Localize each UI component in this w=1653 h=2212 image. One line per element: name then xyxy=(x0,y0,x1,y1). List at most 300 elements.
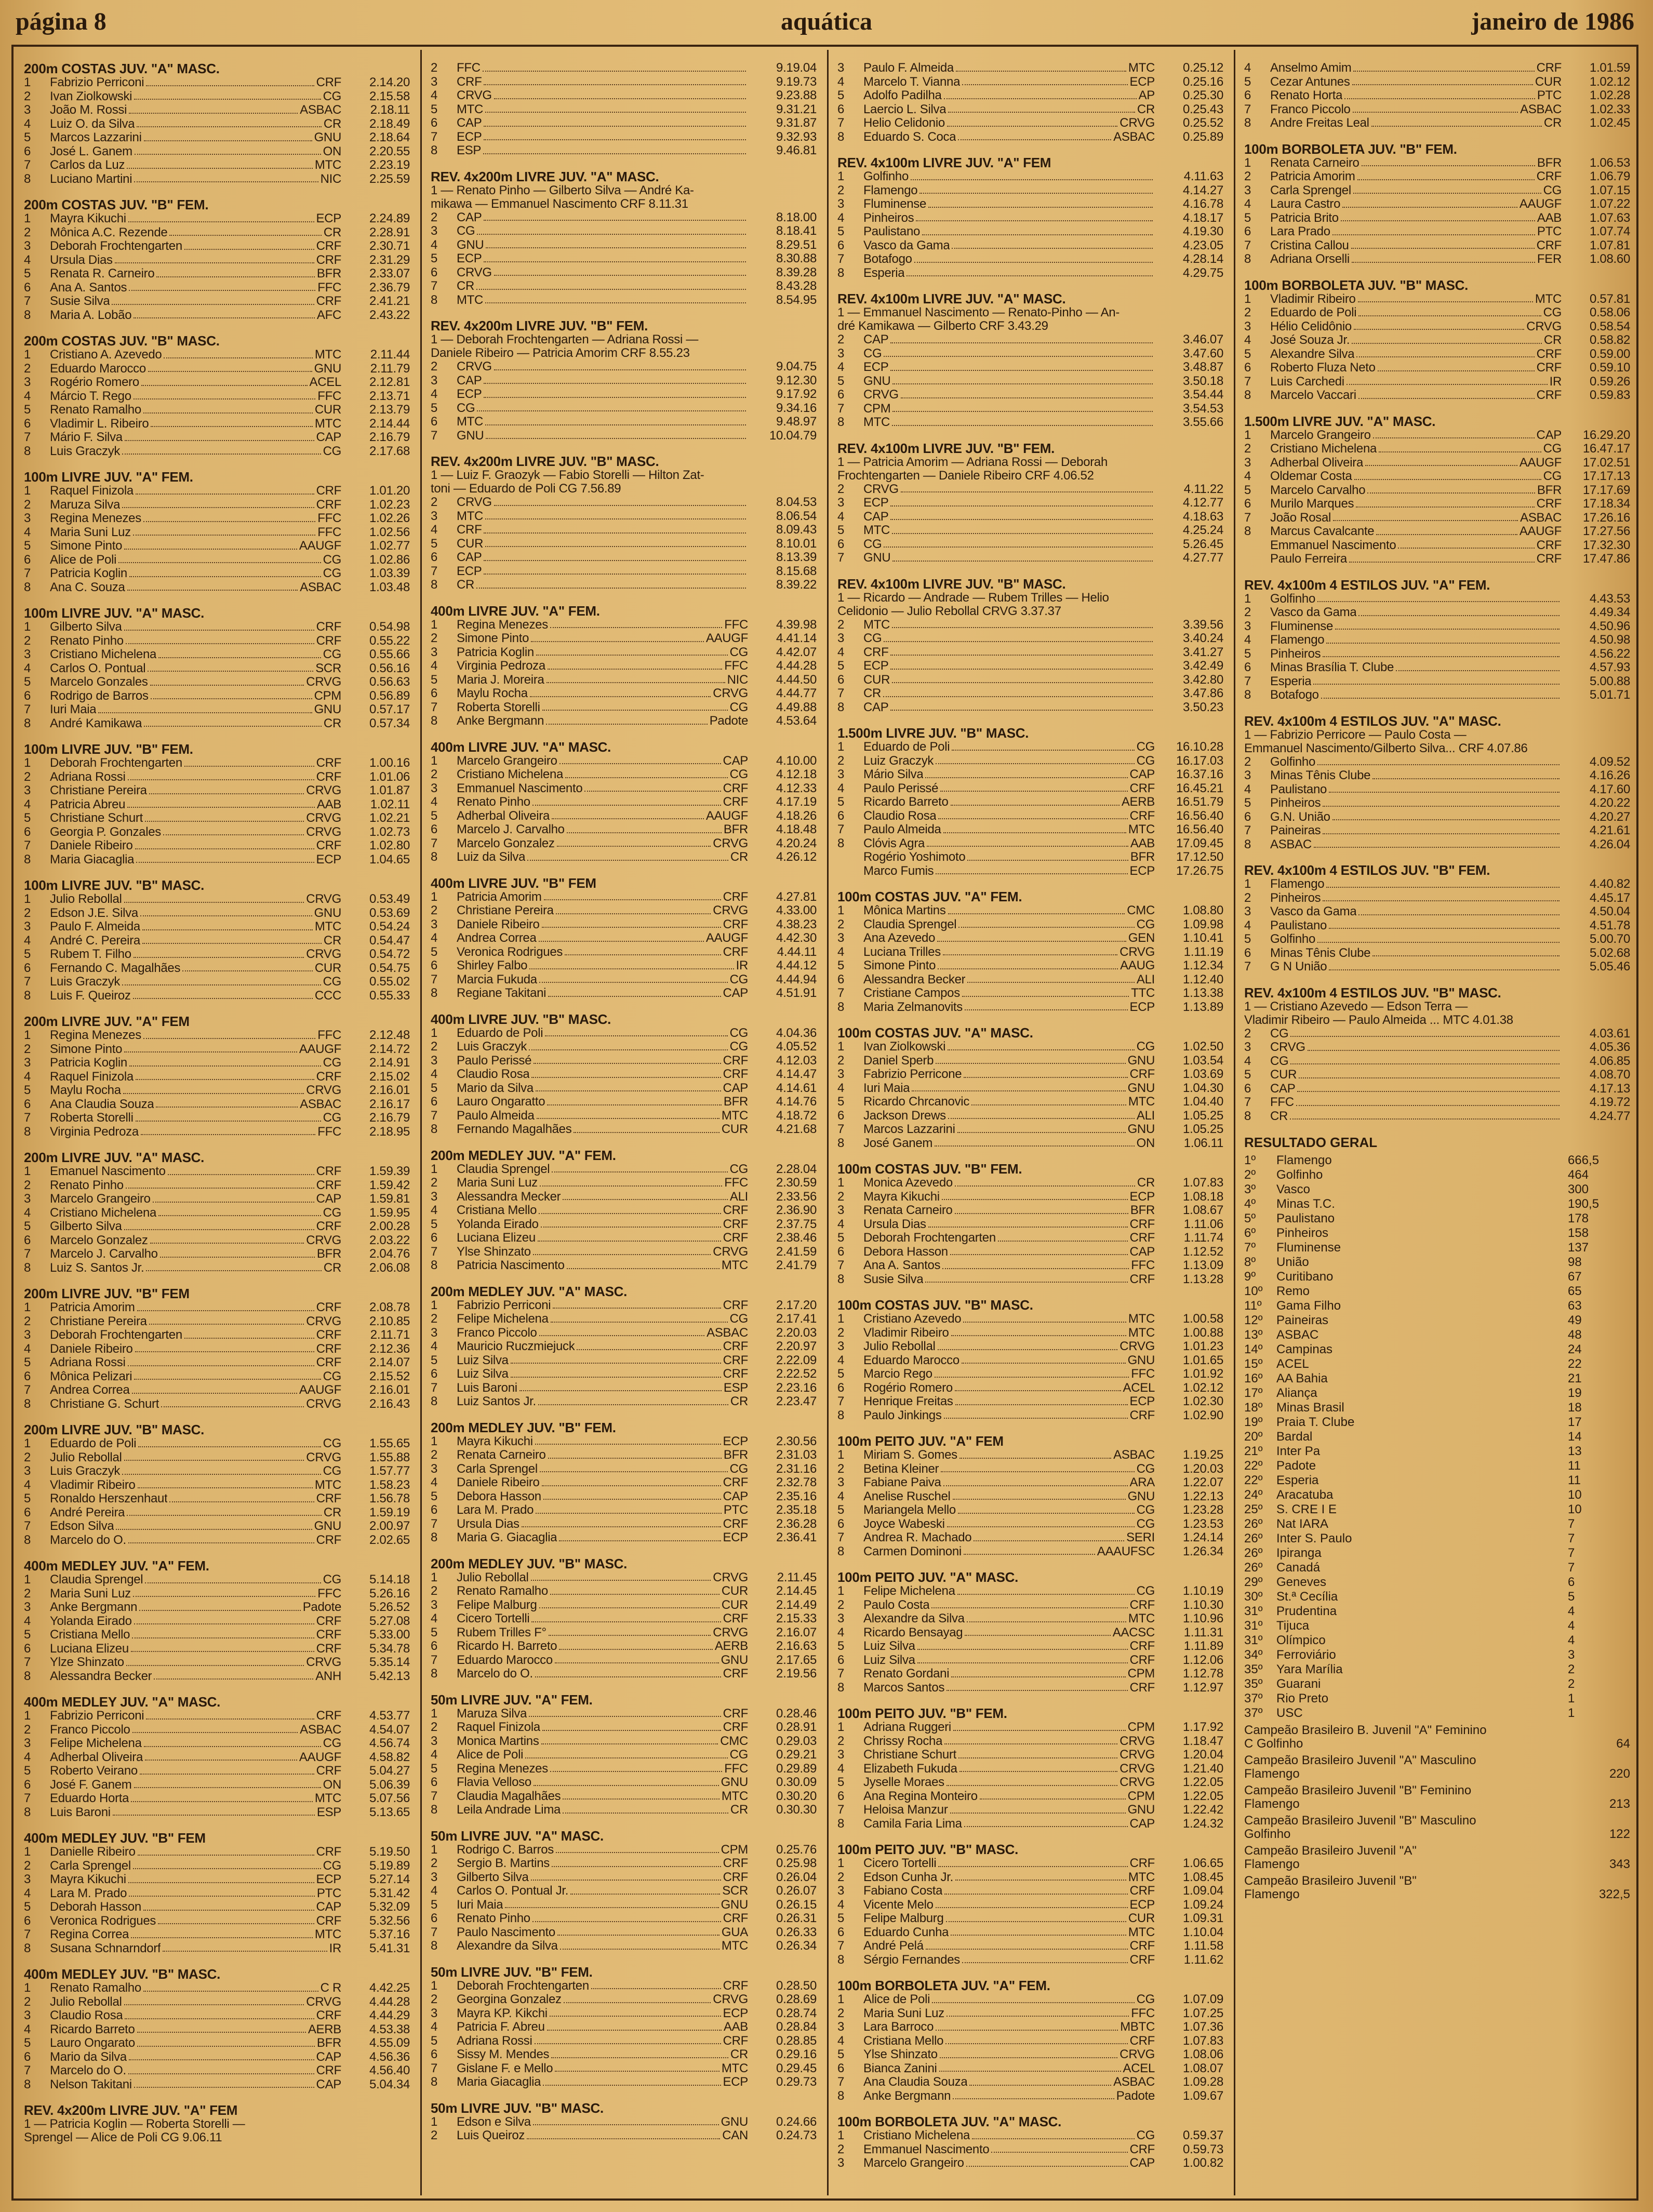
result-time: 2.16.43 xyxy=(369,1396,410,1411)
place: 1 xyxy=(837,903,845,917)
result-time: 4.19.72 xyxy=(1590,1095,1630,1109)
event-block xyxy=(24,334,410,458)
standing-rank: 21º xyxy=(1244,1444,1263,1458)
standing-rank: 22º xyxy=(1244,1473,1263,1487)
place-dash xyxy=(852,2062,863,2076)
result-row xyxy=(431,1367,817,1381)
place-dash xyxy=(852,646,863,660)
result-time: 4.21.61 xyxy=(1590,823,1630,837)
event-title: 200m COSTAS JUV. "B" MASC. xyxy=(24,333,220,349)
result-time: 9.19.04 xyxy=(776,61,817,75)
competitor-name: Alessandra Becker xyxy=(50,1669,152,1683)
place-dash xyxy=(1259,633,1270,647)
result-row xyxy=(837,987,1223,1001)
leader-dots xyxy=(115,254,314,264)
place-dash xyxy=(445,1082,457,1096)
competitor-name: Roberta Storelli xyxy=(50,1111,134,1125)
result-time: 1.07.74 xyxy=(1590,224,1630,238)
result-time: 0.54.24 xyxy=(369,920,410,934)
place: 3 xyxy=(837,1884,845,1898)
place-dash xyxy=(445,1040,457,1054)
place xyxy=(1244,552,1259,566)
result-row xyxy=(24,1751,410,1765)
result-row xyxy=(24,1492,410,1506)
place: 7 xyxy=(24,430,31,444)
result-time: 1.20.03 xyxy=(1183,1461,1223,1476)
club-code: AAB xyxy=(1537,210,1562,225)
competitor-name: Heloisa Manzur xyxy=(863,1803,948,1817)
place: 7 xyxy=(24,294,31,308)
result-row xyxy=(24,226,410,240)
standing-points: 6 xyxy=(1568,1575,1575,1589)
place-dash xyxy=(852,1082,863,1096)
competitor-name: Adriana Ruggeri xyxy=(863,1721,951,1734)
place-dash xyxy=(852,1640,863,1654)
place-dash xyxy=(445,388,457,402)
competitor-name: Rogério Romero xyxy=(50,376,139,389)
result-time: 1.03.54 xyxy=(1183,1053,1223,1068)
place: 2 xyxy=(24,905,31,920)
club-code: CG xyxy=(729,1162,748,1176)
place-dash xyxy=(445,252,457,266)
event-title: 50m LIVRE JUV. "B" FEM. xyxy=(431,1964,593,1980)
competitor-name: Carla Sprengel xyxy=(1270,183,1351,197)
event-block xyxy=(837,155,1223,280)
place: 5 xyxy=(24,403,31,417)
champion-club: C Golfinho xyxy=(1244,1737,1303,1751)
place-dash xyxy=(852,1326,863,1340)
competitor-name: CRF xyxy=(457,523,482,537)
result-time: 1.02.45 xyxy=(1590,116,1630,130)
place: 2 xyxy=(837,1597,845,1612)
result-time: 8.39.22 xyxy=(776,578,817,592)
place: 8 xyxy=(431,143,438,157)
place: 6 xyxy=(24,1097,31,1111)
leader-dots xyxy=(494,266,746,276)
leader-dots xyxy=(126,1656,304,1666)
place: 7 xyxy=(1244,1095,1251,1109)
place-dash xyxy=(1259,484,1270,498)
result-time: 4.12.03 xyxy=(776,1053,817,1068)
leader-dots xyxy=(956,61,1126,72)
competitor-name: Carla Sprengel xyxy=(50,1859,131,1873)
place-dash xyxy=(852,496,863,510)
competitor-name: Vasco da Gama xyxy=(1270,905,1357,918)
result-time: 1.02.50 xyxy=(1183,1040,1223,1054)
place-dash xyxy=(852,75,863,89)
club-code: CR xyxy=(730,850,748,864)
result-time: 9.32.93 xyxy=(776,129,817,144)
standing-club: Minas T.C. xyxy=(1276,1197,1335,1211)
result-row xyxy=(431,537,817,551)
leader-dots xyxy=(540,1176,722,1187)
competitor-name: Vasco da Gama xyxy=(863,238,950,252)
place-dash xyxy=(38,1778,50,1792)
place-dash xyxy=(38,1656,50,1670)
result-row xyxy=(837,768,1223,782)
result-time: 4.49.88 xyxy=(776,700,817,714)
competitor-name: Anselmo Amim xyxy=(1270,61,1352,75)
result-row xyxy=(837,1817,1223,1831)
competitor-name: Vladimir Ribeiro xyxy=(863,1326,949,1340)
competitor-name: Felipe Malburg xyxy=(457,1598,537,1612)
place: 7 xyxy=(431,279,438,293)
result-row xyxy=(24,484,410,498)
club-code: CRF xyxy=(316,1709,341,1723)
standing-points: 17 xyxy=(1568,1415,1582,1429)
result-row xyxy=(24,1098,410,1112)
champion-line xyxy=(1244,1858,1630,1871)
leader-dots xyxy=(122,1464,321,1475)
club-code: CAP xyxy=(723,986,748,1000)
club-code: CRVG xyxy=(306,1450,341,1464)
leader-dots xyxy=(146,1261,322,1272)
leader-dots xyxy=(144,1737,321,1747)
leader-dots xyxy=(560,1939,719,1950)
competitor-name: Ronaldo Herszenhaut xyxy=(50,1492,168,1505)
competitor-name: Regina Correa xyxy=(50,1928,129,1941)
club-code: CUR xyxy=(721,1122,748,1136)
place: 2 xyxy=(1244,1026,1251,1041)
result-row xyxy=(837,632,1223,646)
result-time: 4.24.77 xyxy=(1590,1109,1630,1123)
place-dash xyxy=(445,1395,457,1409)
leader-dots xyxy=(530,687,711,697)
leader-dots xyxy=(955,1204,1128,1214)
result-row xyxy=(431,130,817,144)
leader-dots xyxy=(543,2075,721,2086)
competitor-name: Edson Silva xyxy=(50,1520,114,1533)
result-row xyxy=(431,2034,817,2048)
place: 5 xyxy=(1244,483,1251,497)
place: 2 xyxy=(431,61,438,75)
club-code: ALI xyxy=(1136,1108,1155,1123)
place: 7 xyxy=(431,1244,438,1259)
place: 8 xyxy=(431,578,438,592)
place: 5 xyxy=(431,102,438,116)
result-time: 5.31.42 xyxy=(369,1886,410,1900)
leader-dots xyxy=(124,1043,297,1053)
result-time: 1.12.34 xyxy=(1183,958,1223,972)
result-time: 1.11.62 xyxy=(1183,1952,1223,1967)
result-row xyxy=(24,2078,410,2092)
club-code: CRF xyxy=(723,1298,748,1312)
result-time: 1.07.22 xyxy=(1590,197,1630,211)
result-row xyxy=(431,687,817,701)
leader-dots xyxy=(548,1448,722,1459)
leader-dots xyxy=(1376,525,1517,535)
result-row xyxy=(837,89,1223,103)
result-row xyxy=(837,959,1223,973)
result-time: 1.22.42 xyxy=(1183,1803,1223,1817)
club-code: CG xyxy=(323,444,341,458)
place: 7 xyxy=(431,428,438,443)
result-row xyxy=(431,402,817,416)
result-row xyxy=(1244,497,1630,511)
result-time: 0.29.16 xyxy=(776,2047,817,2061)
result-row xyxy=(837,1640,1223,1654)
leader-dots xyxy=(141,1125,315,1136)
place-dash xyxy=(852,2007,863,2021)
place-dash xyxy=(852,2048,863,2062)
club-code: GNU xyxy=(314,361,341,376)
place-dash xyxy=(852,89,863,103)
place: 5 xyxy=(24,1491,31,1505)
competitor-name: Pinheiros xyxy=(1270,647,1321,661)
result-time: 1.12.06 xyxy=(1183,1653,1223,1667)
club-code: ON xyxy=(323,1777,341,1792)
result-row xyxy=(1244,61,1630,75)
result-time: 1.07.36 xyxy=(1183,2020,1223,2034)
competitor-name: Adriana Orselli xyxy=(1270,252,1350,266)
place: 5 xyxy=(24,1764,31,1778)
standing-club: AA Bahia xyxy=(1276,1371,1328,1385)
leader-dots xyxy=(126,634,314,645)
club-code: CRF xyxy=(1536,552,1562,566)
leader-dots xyxy=(1335,620,1559,630)
place: 4 xyxy=(1244,633,1251,647)
place-dash xyxy=(38,1534,50,1548)
competitor-name: Rodrigo de Barros xyxy=(50,689,149,703)
result-time: 17.26.16 xyxy=(1582,510,1630,525)
event-block xyxy=(1244,414,1630,566)
place-dash xyxy=(38,975,50,989)
leader-dots xyxy=(1354,470,1541,480)
place: 7 xyxy=(837,551,845,565)
competitor-name: Ylse Shinzato xyxy=(457,1245,531,1259)
leader-dots xyxy=(883,687,1153,697)
place: 2 xyxy=(837,183,845,197)
result-time: 4.14.76 xyxy=(776,1095,817,1109)
club-code: AAUGF xyxy=(299,1042,341,1056)
competitor-name: CR xyxy=(457,279,475,293)
result-row xyxy=(431,1803,817,1817)
leader-dots xyxy=(567,1259,719,1269)
place-dash xyxy=(852,701,863,715)
leader-dots xyxy=(1297,1082,1559,1092)
competitor-name: Paulo Nascimento xyxy=(457,1925,555,1939)
standing-row xyxy=(1244,1168,1630,1182)
place: 2 xyxy=(431,1040,438,1054)
club-code: CRF xyxy=(723,1203,748,1217)
result-row xyxy=(837,1068,1223,1082)
place-dash xyxy=(445,1190,457,1204)
leader-dots xyxy=(892,673,1153,684)
competitor-name: Luciana Elizeu xyxy=(50,1642,129,1656)
standing-club: Aliança xyxy=(1276,1386,1317,1400)
competitor-name: Renato Pinho xyxy=(457,1912,530,1925)
place-dash xyxy=(445,1462,457,1476)
leader-dots xyxy=(542,701,728,711)
standing-rank: 22º xyxy=(1244,1459,1263,1473)
place-dash xyxy=(852,1898,863,1912)
result-time: 4.18.72 xyxy=(776,1108,817,1123)
place-dash xyxy=(38,1587,50,1601)
competitor-name: Mayra Kikuchi xyxy=(863,1190,940,1204)
result-time: 8.06.54 xyxy=(776,509,817,523)
competitor-name: Bianca Zanini xyxy=(863,2061,937,2075)
place-dash xyxy=(38,212,50,226)
standing-club: Inter S. Paulo xyxy=(1276,1531,1352,1545)
club-code: BFR xyxy=(316,266,341,281)
leader-dots xyxy=(158,648,321,658)
result-time: 2.16.79 xyxy=(369,430,410,444)
leader-dots xyxy=(917,1654,1128,1664)
leader-dots xyxy=(143,512,315,522)
result-row xyxy=(1244,116,1630,130)
result-time: 3.42.80 xyxy=(1183,672,1223,687)
result-time: 0.28.85 xyxy=(776,2033,817,2048)
club-code: CRF xyxy=(723,1053,748,1068)
place-dash xyxy=(1259,211,1270,225)
leader-dots xyxy=(944,1884,1127,1895)
competitor-name: Julio Rebollal xyxy=(50,1450,122,1464)
leader-dots xyxy=(945,2034,1127,2045)
place-dash xyxy=(445,823,457,837)
event-title: 400m MEDLEY JUV. "B" FEM xyxy=(24,1830,206,1846)
result-row xyxy=(837,375,1223,389)
event-block xyxy=(431,604,817,728)
event-block xyxy=(837,1570,1223,1695)
result-time: 8.29.51 xyxy=(776,237,817,252)
place-dash xyxy=(1259,429,1270,443)
leader-dots xyxy=(132,1628,314,1638)
result-time: 2.31.29 xyxy=(369,252,410,267)
standing-rank: 5º xyxy=(1244,1211,1256,1225)
place: 3 xyxy=(837,61,845,75)
result-time: 2.23.47 xyxy=(776,1394,817,1408)
leader-dots xyxy=(129,281,315,291)
result-row xyxy=(24,1642,410,1656)
result-time: 2.33.56 xyxy=(776,1189,817,1204)
place-dash xyxy=(38,417,50,431)
place: 2 xyxy=(24,1586,31,1601)
competitor-name: Vasco da Gama xyxy=(1270,606,1357,619)
place: 8 xyxy=(431,292,438,307)
competitor-name: Luciana Trilles xyxy=(863,945,941,959)
leader-dots xyxy=(1357,170,1535,180)
competitor-name: Fernando C. Magalhães xyxy=(50,961,181,975)
competitor-name: ECP xyxy=(457,564,482,578)
competitor-name: Maria Giacaglia xyxy=(457,2075,541,2089)
leader-dots xyxy=(1358,306,1541,316)
leader-dots xyxy=(914,252,1153,263)
club-code: CAP xyxy=(316,430,341,444)
place-dash xyxy=(852,1598,863,1613)
leader-dots xyxy=(163,825,304,836)
leader-dots xyxy=(957,1123,1126,1133)
result-time: 5.26.16 xyxy=(369,1586,410,1601)
competitor-name: Maruza Silva xyxy=(50,498,121,512)
place xyxy=(1244,539,1259,553)
result-row xyxy=(837,1095,1223,1109)
club-code: AAB xyxy=(316,797,341,811)
club-code: CG xyxy=(323,1111,341,1125)
result-row xyxy=(431,1776,817,1790)
result-row xyxy=(431,1790,817,1804)
result-time: 4.03.61 xyxy=(1590,1026,1630,1041)
competitor-name: Deborah Frochtengarten xyxy=(50,239,182,253)
competitor-name: Renato Pinho xyxy=(50,634,124,648)
standing-points: 22 xyxy=(1568,1357,1582,1371)
result-row xyxy=(24,907,410,921)
place-dash xyxy=(852,1748,863,1762)
result-time: 1.01.92 xyxy=(1183,1367,1223,1381)
place-dash xyxy=(852,252,863,266)
result-row xyxy=(837,2156,1223,2170)
result-time: 1.03.39 xyxy=(369,566,410,580)
place: 2 xyxy=(1244,890,1251,905)
result-time: 5.32.09 xyxy=(369,1900,410,1914)
standing-points: 24 xyxy=(1568,1342,1582,1356)
event-block xyxy=(24,742,410,867)
leader-dots xyxy=(892,524,1153,534)
place-dash xyxy=(445,1993,457,2007)
competitor-name: Laercio L. Silva xyxy=(863,102,947,116)
result-time: 2.30.59 xyxy=(776,1176,817,1190)
club-code: MTC xyxy=(1128,1312,1155,1326)
place: 8 xyxy=(431,1667,438,1681)
place-dash xyxy=(852,333,863,347)
standing-club: Paineiras xyxy=(1276,1313,1329,1327)
competitor-name: Fluminense xyxy=(1270,619,1334,633)
place: 1 xyxy=(431,1842,438,1857)
result-row xyxy=(837,1326,1223,1340)
result-time: 1.10.30 xyxy=(1183,1597,1223,1612)
leader-dots xyxy=(940,782,1127,792)
leader-dots xyxy=(136,853,314,863)
result-row xyxy=(24,1370,410,1384)
place: 6 xyxy=(1244,224,1251,238)
place-dash xyxy=(38,239,50,254)
standing-points: 21 xyxy=(1568,1371,1582,1385)
result-time: 17.47.86 xyxy=(1582,552,1630,566)
place: 5 xyxy=(24,675,31,689)
competitor-name: André C. Pereira xyxy=(50,934,140,948)
result-time: 1.02.11 xyxy=(370,797,410,811)
competitor-name: Ursula Dias xyxy=(457,1517,519,1531)
competitor-name: Claudia Sprengel xyxy=(50,1573,143,1587)
result-row xyxy=(1244,361,1630,375)
club-code: CRVG xyxy=(306,811,341,825)
result-time: 0.26.15 xyxy=(776,1897,817,1912)
result-row xyxy=(431,1204,817,1218)
champion-category: Campeão Brasileiro B. Juvenil "A" Feminino xyxy=(1244,1723,1487,1737)
place-dash xyxy=(445,374,457,388)
result-row xyxy=(24,1206,410,1220)
standing-row xyxy=(1244,1415,1630,1430)
place: 6 xyxy=(837,2061,845,2075)
leader-dots xyxy=(129,567,321,577)
result-row xyxy=(837,1626,1223,1640)
result-time: 4.40.82 xyxy=(1590,877,1630,891)
competitor-name: Patricia F. Abreu xyxy=(457,2020,545,2034)
event-title: 400m MEDLEY JUV. "A" FEM. xyxy=(24,1558,209,1574)
place-dash xyxy=(852,1545,863,1559)
result-time: 0.58.82 xyxy=(1590,333,1630,347)
event-block xyxy=(24,1150,410,1275)
event-block xyxy=(431,740,817,864)
place-dash xyxy=(445,89,457,103)
standing-row xyxy=(1244,1197,1630,1211)
competitor-name: Cristiano Michelena xyxy=(457,768,564,781)
competitor-name: CRVG xyxy=(457,360,492,374)
leader-dots xyxy=(940,2048,1117,2058)
event-title: REV. 4x100m LIVRE JUV. "B" FEM. xyxy=(837,440,1055,456)
place: 3 xyxy=(837,2020,845,2034)
club-code: CAP xyxy=(316,1900,341,1914)
competitor-name: Golfinho xyxy=(1270,932,1315,946)
